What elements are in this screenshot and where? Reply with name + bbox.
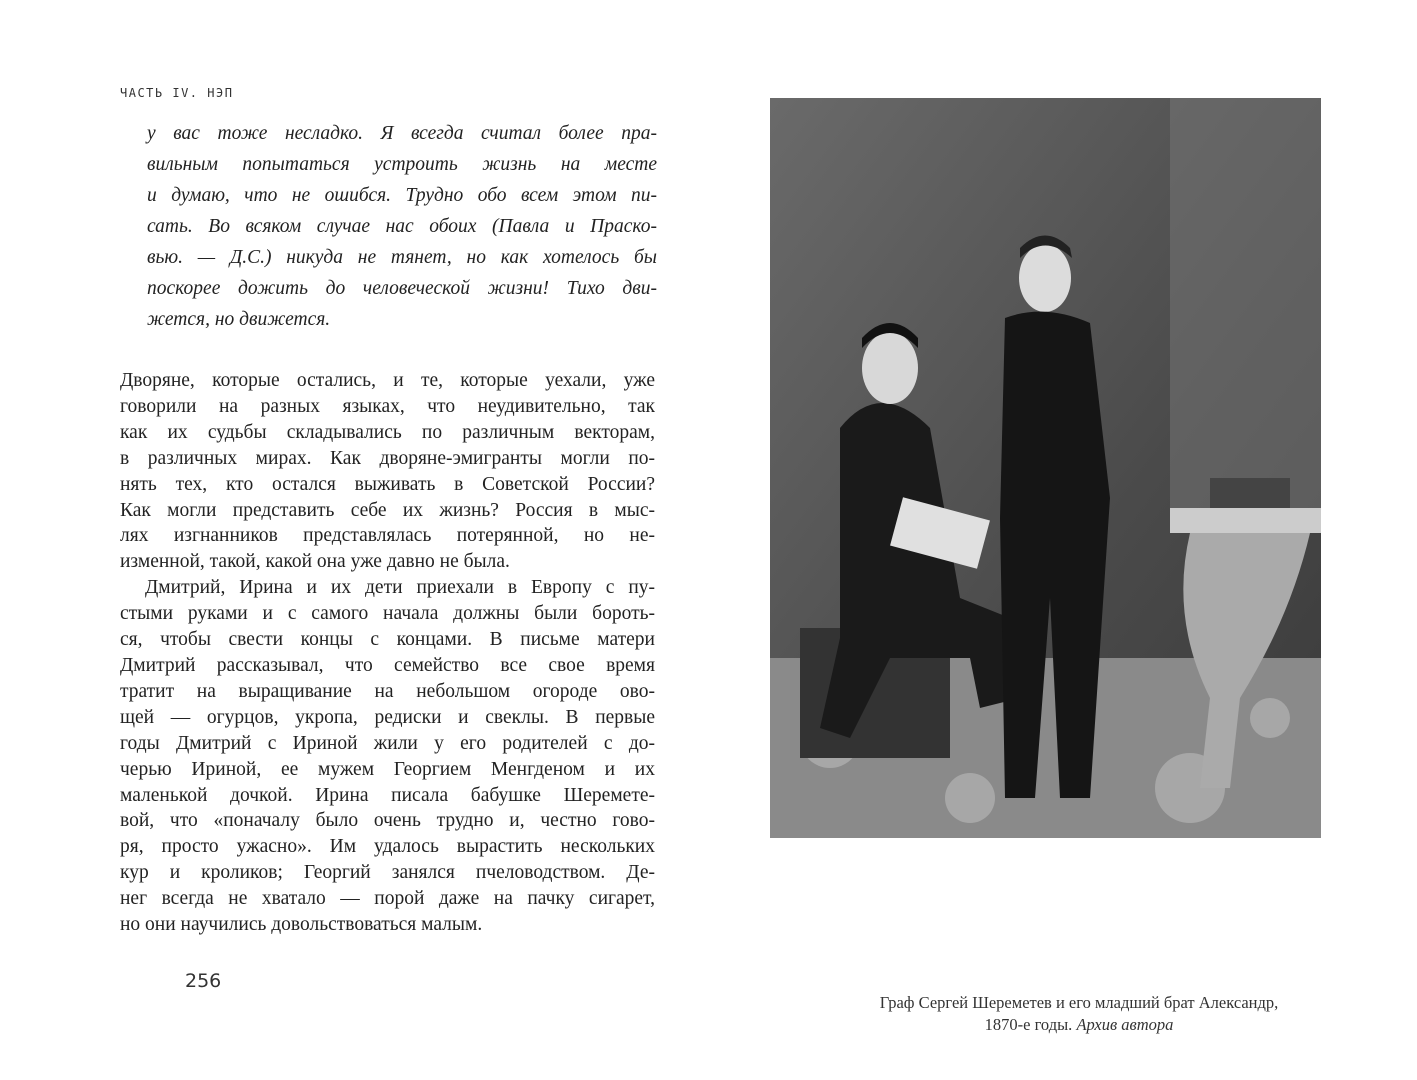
quote-line: и думаю, что не ошибся. Трудно обо всем этом пи- (147, 185, 657, 206)
caption-date: 1870-е годы. (984, 1015, 1073, 1034)
quote-line: жется, но движется. (147, 309, 331, 330)
body-line: Дмитрий рассказывал, что семейство все свое время (120, 654, 655, 676)
body-line: но они научились довольствоваться малым. (120, 914, 483, 936)
page-number: 256 (185, 970, 222, 992)
body-line: черью Ириной, ее мужем Георгием Менгденом и их (120, 758, 655, 780)
body-line: вой, что «поначалу было очень трудно и, честно гово- (120, 810, 655, 832)
quote-line: вью. — Д.С.) никуда не тянет, но как хотелось бы (147, 247, 657, 268)
body-line: маленькой дочкой. Ирина писала бабушке Шеремете- (120, 784, 655, 806)
body-line: годы Дмитрий с Ириной жили у его родителей с до- (120, 732, 655, 754)
body-line: в различных мирах. Как дворяне-эмигранты могли по- (120, 447, 655, 469)
caption-credit: Архив автора (1076, 1015, 1174, 1034)
body-line: как их судьбы складывались по различным векторам, (120, 421, 655, 443)
historical-photograph (770, 98, 1321, 838)
body-line: изменной, такой, какой она уже давно не была. (120, 551, 510, 573)
body-line: Дмитрий, Ирина и их дети приехали в Европу с пу- (145, 577, 655, 599)
running-head: ЧАСТЬ IV. НЭП (120, 86, 234, 100)
quote-line: вильным попытаться устроить жизнь на месте (147, 154, 657, 175)
column-backdrop (1170, 98, 1321, 518)
body-line: Как могли представить себе их жизнь? Россия в мыс- (120, 499, 655, 521)
body-line: Дворяне, которые остались, и те, которые уехали, уже (120, 370, 655, 391)
body-line: говорили на разных языках, что неудивительно, так (120, 395, 655, 417)
photo-illustration (770, 98, 1321, 838)
body-line: лях изгнанников представлялась потерянной, но не- (120, 525, 655, 547)
body-line: щей — огурцов, укропа, редиски и свеклы. В первые (120, 706, 655, 728)
body-line: кур и кроликов; Георгий занялся пчеловодством. Де- (120, 862, 655, 884)
body-line: нять тех, кто остался выживать в Советской России? (120, 473, 655, 495)
quote-line: поскорее дожить до человеческой жизни! Тихо дви- (147, 278, 657, 299)
body-line: нег всегда не хватало — порой даже на пачку сигарет, (120, 888, 655, 910)
quote-line: у вас тоже несладко. Я всегда считал более пра- (147, 123, 657, 144)
body-line: стыми руками и с самого начала должны были бороть- (120, 603, 655, 625)
letter-quote (147, 118, 657, 335)
body-text (120, 368, 655, 938)
body-line: ся, чтобы свести концы с концами. В письме матери (120, 629, 655, 651)
body-line: ря, просто ужасно». Им удалось вырастить нескольких (120, 836, 655, 858)
caption-line-2 (820, 1014, 1338, 1036)
body-line: тратит на выращивание на небольшом огороде ово- (120, 680, 655, 702)
photo-caption (820, 992, 1338, 1036)
quote-line: сать. Во всяком случае нас обоих (Павла и Праско- (147, 216, 657, 237)
caption-line-1: Граф Сергей Шереметев и его младший брат Александр, (879, 993, 1279, 1012)
